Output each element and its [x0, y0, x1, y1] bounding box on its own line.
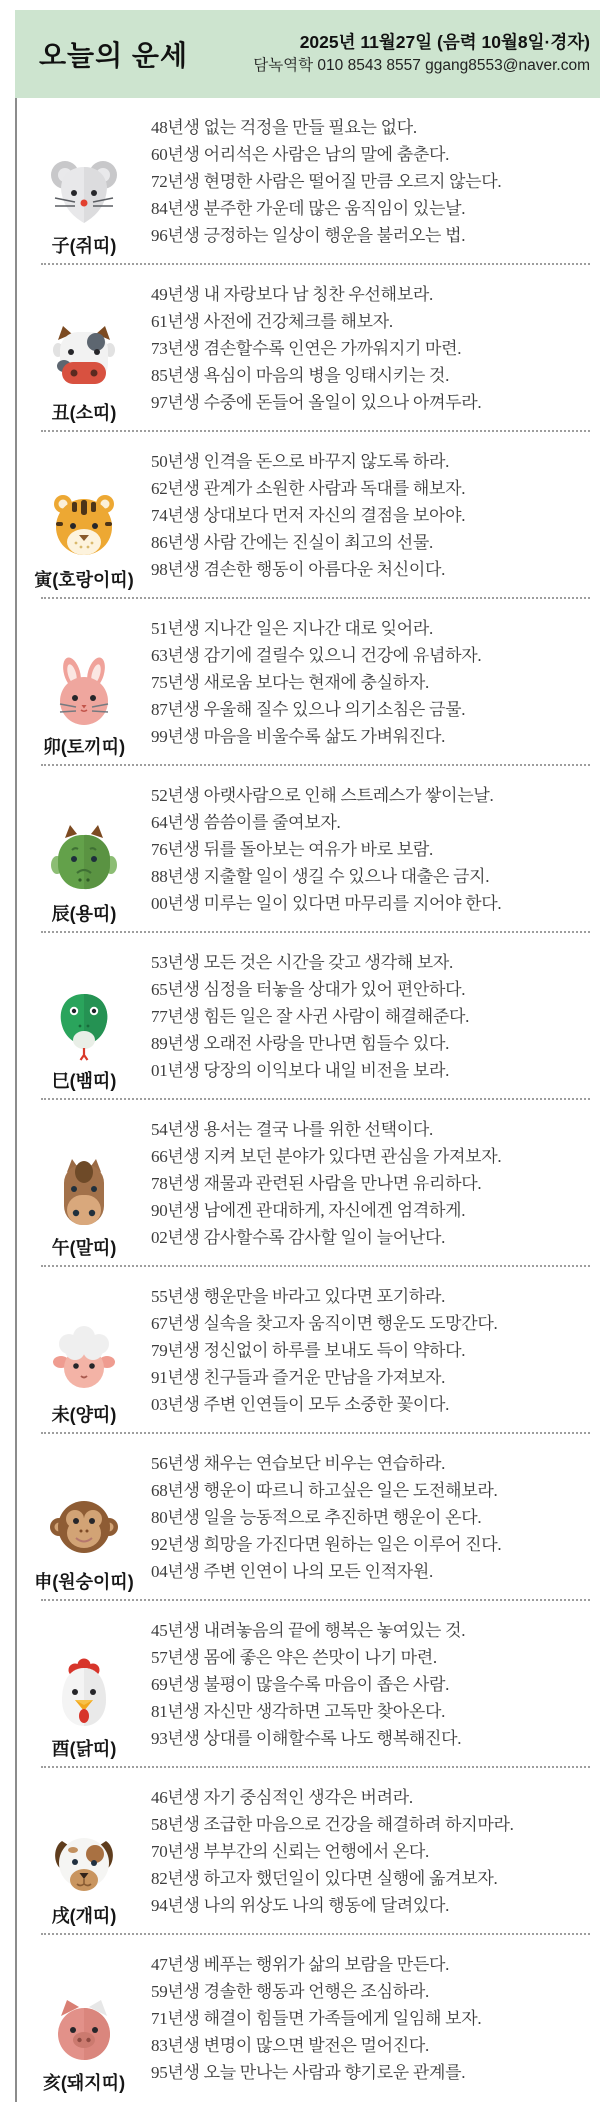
zodiac-label: 亥(돼지띠) — [42, 2073, 126, 2093]
zodiac-label: 辰(용띠) — [51, 904, 117, 924]
fortune-line: 55년생 행운만을 바라고 있다면 포기하라. — [151, 1287, 446, 1306]
tiger-icon — [48, 489, 120, 561]
fortune-line: 88년생 지출할 일이 생길 수 있으나 대출은 금지. — [151, 867, 490, 886]
fortune-list — [151, 265, 600, 432]
fortune-line: 46년생 자기 중심적인 생각은 버려라. — [151, 1788, 413, 1807]
fortune-line: 60년생 어리석은 사람은 남의 말에 춤춘다. — [151, 145, 450, 164]
zodiac-section — [17, 1434, 600, 1601]
dog-icon — [48, 1825, 120, 1897]
zodiac-section — [17, 98, 600, 265]
fortune-list — [151, 432, 600, 599]
zodiac-left-column — [17, 98, 151, 265]
contact-line: 담녹역학 010 8543 8557 ggang8553@naver.com — [253, 57, 590, 75]
fortune-line: 68년생 행운이 따르니 하고싶은 일은 도전해보라. — [151, 1481, 498, 1500]
zodiac-left-column — [17, 1267, 151, 1434]
fortune-line: 45년생 내려놓음의 끝에 행복은 놓여있는 것. — [151, 1621, 466, 1640]
fortune-line: 75년생 새로움 보다는 현재에 충실하자. — [151, 673, 429, 692]
fortune-line: 67년생 실속을 찾고자 움직이면 행운도 도망간다. — [151, 1314, 498, 1333]
fortune-line: 91년생 친구들과 즐거운 만남을 가져보자. — [151, 1368, 446, 1387]
fortune-list — [151, 1601, 600, 1768]
fortune-line: 78년생 재물과 관련된 사람을 만나면 유리하다. — [151, 1174, 482, 1193]
fortune-line: 89년생 오래전 사랑을 만나면 힘들수 있다. — [151, 1034, 450, 1053]
fortune-line: 58년생 조급한 마음으로 건강을 해결하려 하지마라. — [151, 1815, 514, 1834]
fortune-list — [151, 1100, 600, 1267]
zodiac-left-column — [17, 1100, 151, 1267]
fortune-list — [151, 933, 600, 1100]
fortune-line: 73년생 겸손할수록 인연은 가까워지기 마련. — [151, 339, 462, 358]
header-info — [253, 30, 590, 78]
zodiac-label: 寅(호랑이띠) — [34, 570, 134, 590]
fortune-line: 54년생 용서는 결국 나를 위한 선택이다. — [151, 1120, 433, 1139]
fortune-line: 00년생 미루는 일이 있다면 마무리를 지어야 한다. — [151, 894, 502, 913]
fortune-line: 81년생 자신만 생각하면 고독만 찾아온다. — [151, 1702, 446, 1721]
fortune-line: 02년생 감사할수록 감사할 일이 늘어난다. — [151, 1228, 446, 1247]
page-title: 오늘의 운세 — [39, 40, 189, 71]
fortune-line: 57년생 몸에 좋은 약은 쓴맛이 나기 마련. — [151, 1648, 437, 1667]
zodiac-left-column — [17, 432, 151, 599]
zodiac-section — [17, 1768, 600, 1935]
header — [15, 10, 600, 98]
fortune-line: 70년생 부부간의 신뢰는 언행에서 온다. — [151, 1842, 429, 1861]
rooster-icon — [48, 1658, 120, 1730]
zodiac-label: 午(말띠) — [51, 1238, 117, 1258]
fortune-line: 85년생 욕심이 마음의 병을 잉태시키는 것. — [151, 366, 450, 385]
fortune-list — [151, 599, 600, 766]
fortune-list — [151, 1935, 600, 2102]
zodiac-left-column — [17, 766, 151, 933]
zodiac-left-column — [17, 1434, 151, 1601]
zodiac-list — [15, 98, 600, 2102]
zodiac-label: 巳(뱀띠) — [51, 1071, 117, 1091]
snake-icon — [48, 990, 120, 1062]
zodiac-section — [17, 599, 600, 766]
fortune-line: 74년생 상대보다 먼저 자신의 결점을 보아야. — [151, 506, 466, 525]
zodiac-section — [17, 1601, 600, 1768]
fortune-line: 52년생 아랫사람으로 인해 스트레스가 쌓이는날. — [151, 786, 494, 805]
fortune-line: 83년생 변명이 많으면 발전은 멀어진다. — [151, 2036, 429, 2055]
fortune-line: 77년생 힘든 일은 잘 사귄 사람이 해결해준다. — [151, 1007, 470, 1026]
fortune-line: 93년생 상대를 이해할수록 나도 행복해진다. — [151, 1729, 462, 1748]
fortune-line: 80년생 일을 능동적으로 추진하면 행운이 온다. — [151, 1508, 482, 1527]
zodiac-label: 戌(개띠) — [51, 1906, 117, 1926]
fortune-list — [151, 1434, 600, 1601]
fortune-line: 01년생 당장의 이익보다 내일 비전을 보라. — [151, 1061, 450, 1080]
fortune-line: 64년생 씀씀이를 줄여보자. — [151, 813, 341, 832]
zodiac-label: 酉(닭띠) — [51, 1739, 117, 1759]
zodiac-left-column — [17, 933, 151, 1100]
fortune-list — [151, 1768, 600, 1935]
fortune-line: 76년생 뒤를 돌아보는 여유가 바로 보람. — [151, 840, 433, 859]
zodiac-left-column — [17, 1935, 151, 2102]
zodiac-left-column — [17, 265, 151, 432]
zodiac-section — [17, 1100, 600, 1267]
fortune-line: 56년생 채우는 연습보단 비우는 연습하라. — [151, 1454, 446, 1473]
fortune-line: 65년생 심정을 터놓을 상대가 있어 편안하다. — [151, 980, 466, 999]
fortune-line: 98년생 겸손한 행동이 아름다운 처신이다. — [151, 560, 446, 579]
fortune-line: 87년생 우울해 질수 있으나 의기소침은 금물. — [151, 700, 466, 719]
fortune-line: 03년생 주변 인연들이 모두 소중한 꽃이다. — [151, 1395, 450, 1414]
zodiac-section — [17, 1935, 600, 2102]
sheep-icon — [48, 1324, 120, 1396]
ox-icon — [48, 322, 120, 394]
fortune-line: 66년생 지켜 보던 분야가 있다면 관심을 가져보자. — [151, 1147, 502, 1166]
zodiac-label: 子(쥐띠) — [51, 236, 117, 256]
fortune-line: 84년생 분주한 가운데 많은 움직임이 있는날. — [151, 199, 466, 218]
fortune-line: 94년생 나의 위상도 나의 행동에 달려있다. — [151, 1896, 450, 1915]
fortune-line: 96년생 긍정하는 일상이 행운을 불러오는 법. — [151, 226, 466, 245]
dragon-icon — [48, 823, 120, 895]
fortune-line: 53년생 모든 것은 시간을 갖고 생각해 보자. — [151, 953, 454, 972]
fortune-line: 92년생 희망을 가진다면 원하는 일은 이루어 진다. — [151, 1535, 502, 1554]
fortune-line: 48년생 없는 걱정을 만들 필요는 없다. — [151, 118, 417, 137]
fortune-line: 69년생 불평이 많을수록 마음이 좁은 사람. — [151, 1675, 450, 1694]
fortune-line: 51년생 지나간 일은 지나간 대로 잊어라. — [151, 619, 433, 638]
zodiac-section — [17, 933, 600, 1100]
zodiac-section — [17, 265, 600, 432]
zodiac-left-column — [17, 1768, 151, 1935]
fortune-line: 99년생 마음을 비울수록 삶도 가벼워진다. — [151, 727, 446, 746]
pig-icon — [48, 1992, 120, 2064]
zodiac-section — [17, 766, 600, 933]
fortune-line: 63년생 감기에 걸릴수 있으니 건강에 유념하자. — [151, 646, 482, 665]
horse-icon — [48, 1157, 120, 1229]
fortune-line: 04년생 주변 인연이 나의 모든 인적자원. — [151, 1562, 433, 1581]
zodiac-label: 申(원숭이띠) — [34, 1572, 134, 1592]
fortune-line: 47년생 베푸는 행위가 삶의 보람을 만든다. — [151, 1955, 450, 1974]
fortune-line: 72년생 현명한 사람은 떨어질 만큼 오르지 않는다. — [151, 172, 502, 191]
fortune-list — [151, 1267, 600, 1434]
fortune-line: 59년생 경솔한 행동과 언행은 조심하라. — [151, 1982, 429, 2001]
fortune-line: 95년생 오늘 만나는 사람과 향기로운 관계를. — [151, 2063, 466, 2082]
monkey-icon — [48, 1491, 120, 1563]
fortune-line: 62년생 관계가 소원한 사람과 독대를 해보자. — [151, 479, 466, 498]
fortune-line: 61년생 사전에 건강체크를 해보자. — [151, 312, 393, 331]
rat-icon — [48, 155, 120, 227]
fortune-line: 82년생 하고자 했던일이 있다면 실행에 옮겨보자. — [151, 1869, 498, 1888]
rabbit-icon — [48, 656, 120, 728]
fortune-line: 90년생 남에겐 관대하게, 자신에겐 엄격하게. — [151, 1201, 466, 1220]
fortune-line: 71년생 해결이 힘들면 가족들에게 일임해 보자. — [151, 2009, 482, 2028]
fortune-line: 79년생 정신없이 하루를 보내도 득이 약하다. — [151, 1341, 466, 1360]
fortune-list — [151, 766, 600, 933]
fortune-line: 86년생 사람 간에는 진실이 최고의 선물. — [151, 533, 433, 552]
zodiac-label: 未(양띠) — [51, 1405, 117, 1425]
zodiac-label: 卯(토끼띠) — [42, 737, 126, 757]
zodiac-left-column — [17, 1601, 151, 1768]
zodiac-left-column — [17, 599, 151, 766]
zodiac-label: 丑(소띠) — [51, 403, 117, 423]
zodiac-section — [17, 1267, 600, 1434]
fortune-list — [151, 98, 600, 265]
fortune-line: 49년생 내 자랑보다 남 칭찬 우선해보라. — [151, 285, 433, 304]
fortune-line: 50년생 인격을 돈으로 바꾸지 않도록 하라. — [151, 452, 450, 471]
fortune-line: 97년생 수중에 돈들어 올일이 있으나 아껴두라. — [151, 393, 482, 412]
date-line: 2025년 11월27일 (음력 10월8일·경자) — [299, 32, 590, 53]
zodiac-section — [17, 432, 600, 599]
